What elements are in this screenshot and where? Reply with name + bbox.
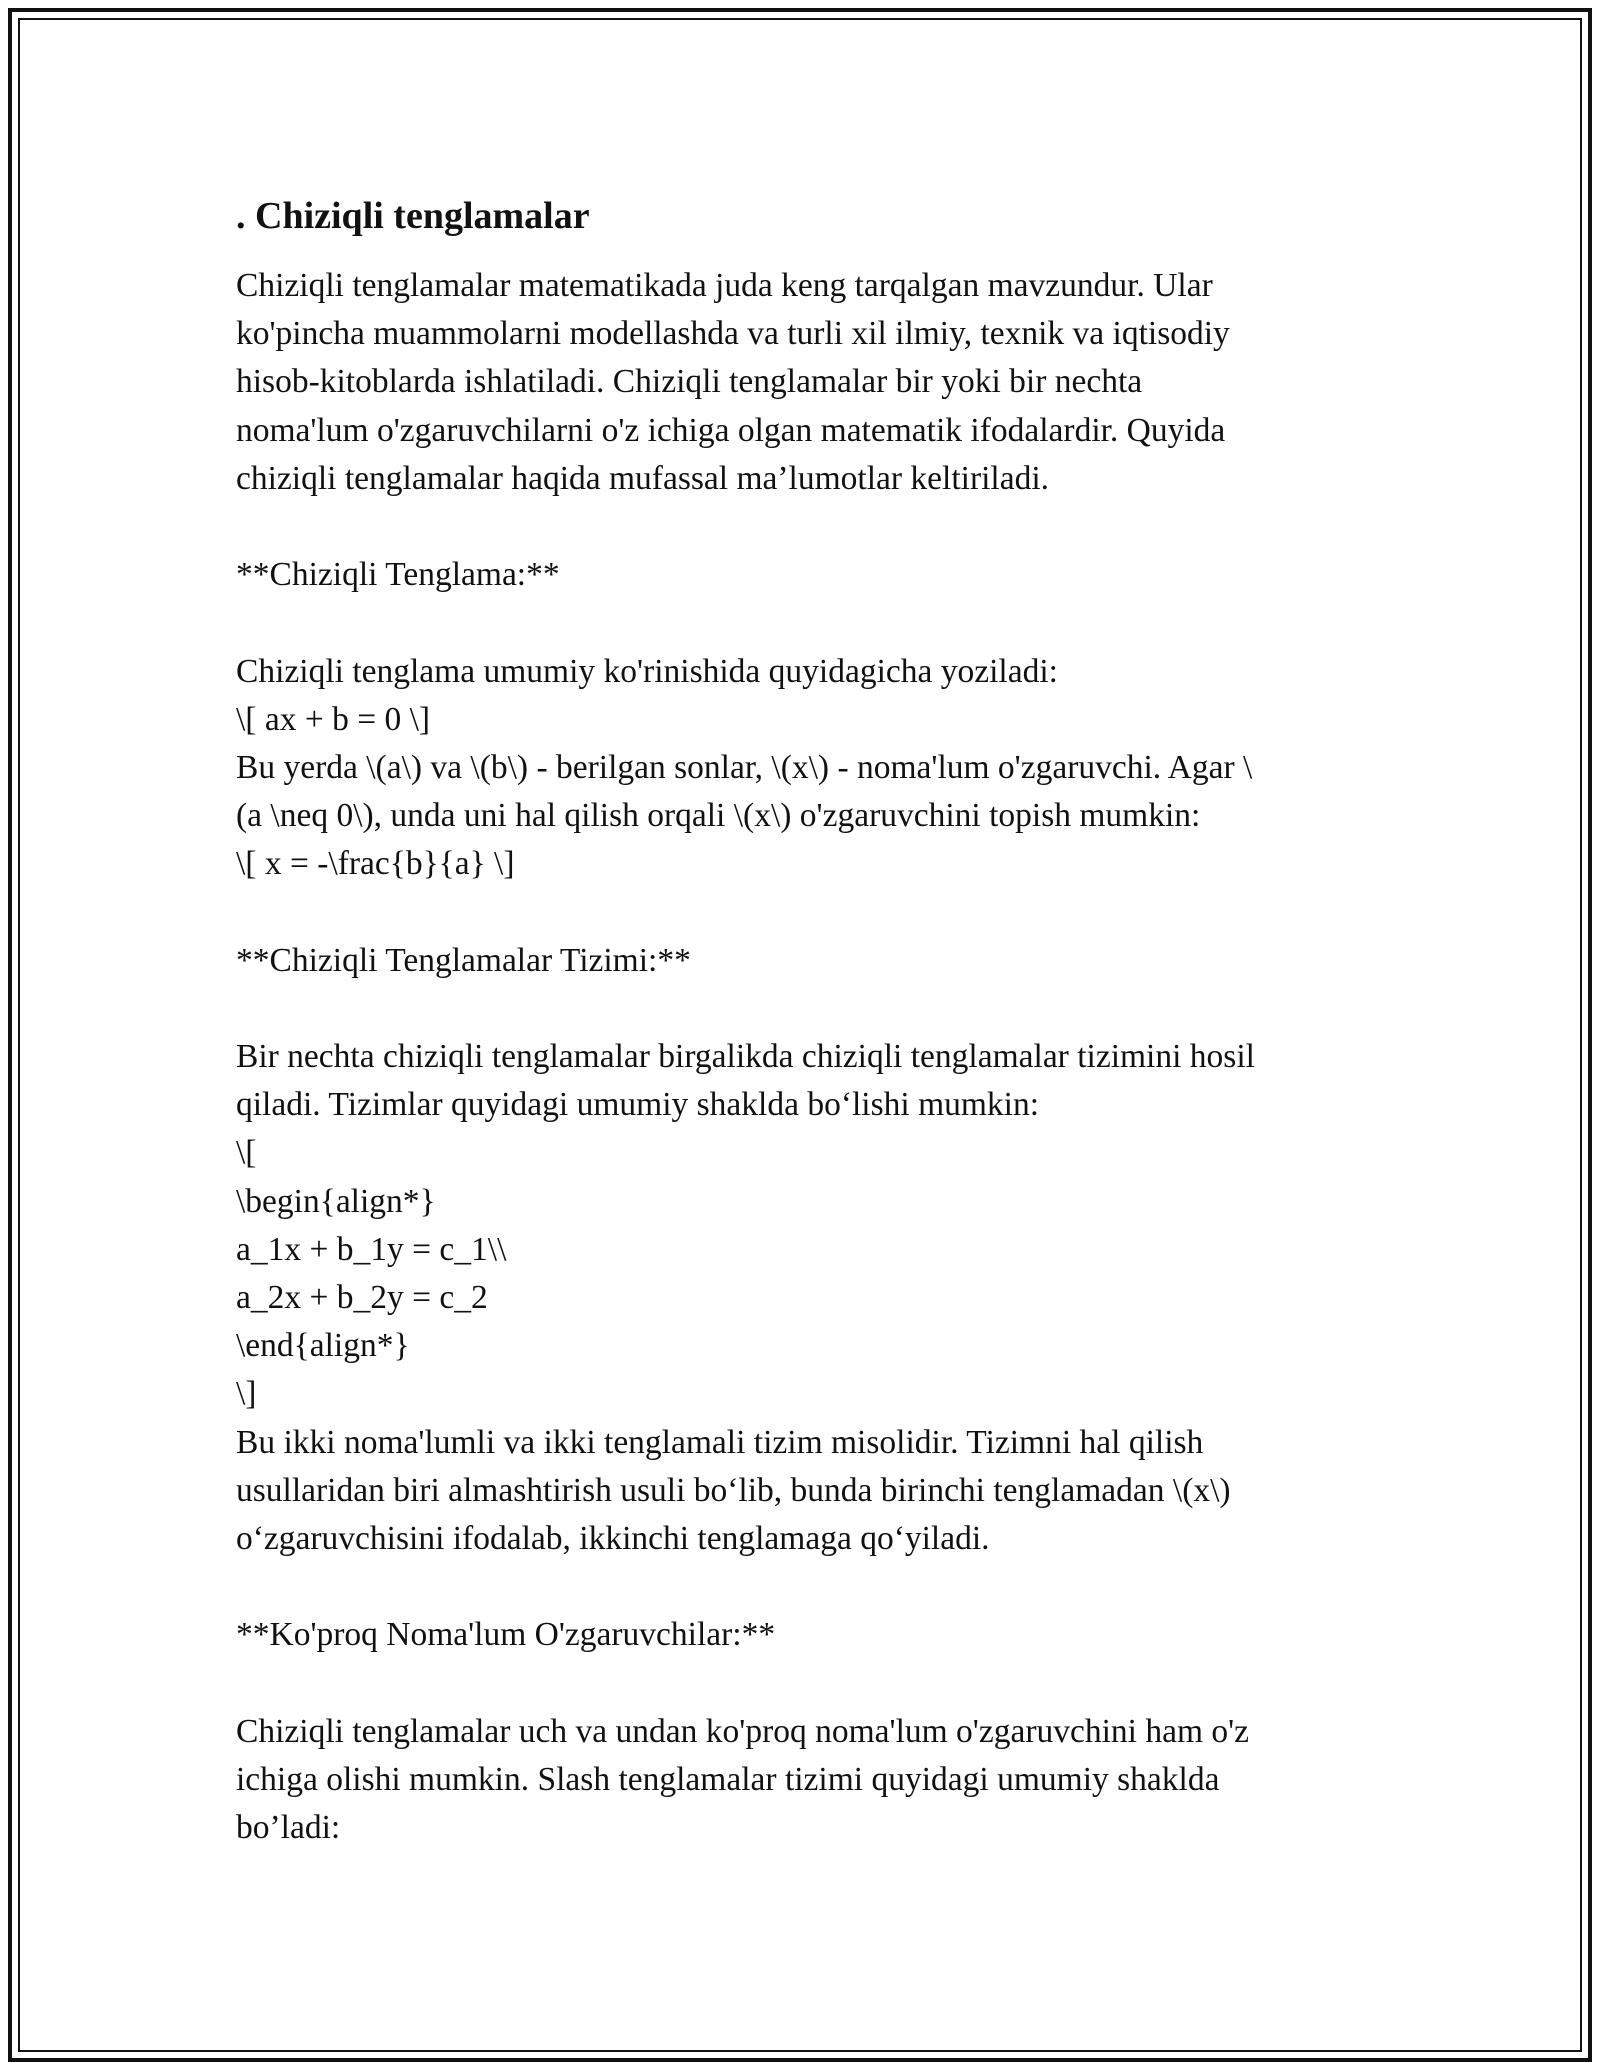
text-line: qiladi. Tizimlar quyidagi umumiy shaklda bo‘lishi mumkin: xyxy=(236,1086,1040,1124)
blank-line xyxy=(236,1563,1356,1611)
formula-line: \end{align*} xyxy=(236,1327,410,1365)
formula-line: \[ x = -\frac{b}{a} \] xyxy=(236,845,515,883)
document-content xyxy=(236,188,1356,1852)
text-line: usullaridan biri almashtirish usuli bo‘lib, bunda birinchi tenglamadan \(x\) xyxy=(236,1471,1231,1509)
text-line: ichiga olishi mumkin. Slash tenglamalar tizimi quyidagi umumiy shaklda xyxy=(236,1760,1220,1798)
text-line: o‘zgaruvchisini ifodalab, ikkinchi tenglamaga qo‘yiladi. xyxy=(236,1519,990,1557)
blank-line xyxy=(236,599,1356,647)
section-title: **Ko'proq Noma'lum O'zgaruvchilar:** xyxy=(236,1616,776,1654)
text-line: (a \neq 0\), unda uni hal qilish orqali \(x\) o'zgaruvchini topish mumkin: xyxy=(236,797,1201,835)
formula-line: \[ xyxy=(236,1134,257,1172)
text-line: noma'lum o'zgaruvchilarni o'z ichiga olgan matematik ifodalardir. Quyida xyxy=(236,411,1226,449)
text-line: Chiziqli tenglama umumiy ko'rinishida quyidagicha yoziladi: xyxy=(236,652,1058,690)
blank-line xyxy=(236,503,1356,551)
formula-line: \begin{align*} xyxy=(236,1182,436,1220)
text-line: ko'pincha muammolarni modellashda va turli xil ilmiy, texnik va iqtisodiy xyxy=(236,315,1230,353)
text-line: Chiziqli tenglamalar matematikada juda keng tarqalgan mavzundur. Ular xyxy=(236,267,1213,304)
formula-line: \] xyxy=(236,1375,257,1413)
section-title: **Chiziqli Tenglama:** xyxy=(236,556,560,594)
formula-line: a_2x + b_2y = c_2 xyxy=(236,1278,488,1316)
text-line: Bu ikki noma'lumli va ikki tenglamali tizim misolidir. Tizimni hal qilish xyxy=(236,1423,1204,1461)
text-line: Bir nechta chiziqli tenglamalar birgalikda chiziqli tenglamalar tizimini hosil xyxy=(236,1038,1255,1075)
text-line: Chiziqli tenglamalar uch va undan ko'proq noma'lum o'zgaruvchini ham o'z xyxy=(236,1712,1250,1750)
text-line: Bu yerda \(a\) va \(b\) - berilgan sonlar, \(x\) - noma'lum o'zgaruvchi. Agar \ xyxy=(236,748,1253,786)
text-line: chiziqli tenglamalar haqida mufassal ma’lumotlar keltiriladi. xyxy=(236,459,1050,497)
blank-line xyxy=(236,985,1356,1033)
formula-line: \[ ax + b = 0 \] xyxy=(236,700,431,738)
section-title: **Chiziqli Tenglamalar Tizimi:** xyxy=(236,941,691,979)
document-body xyxy=(236,262,1356,1852)
formula-line: a_1x + b_1y = c_1\\ xyxy=(236,1230,507,1268)
blank-line xyxy=(236,888,1356,936)
blank-line xyxy=(236,1659,1356,1707)
document-heading: . Chiziqli tenglamalar xyxy=(236,195,590,237)
text-line: hisob-kitoblarda ishlatiladi. Chiziqli tenglamalar bir yoki bir nechta xyxy=(236,363,1143,401)
text-line: bo’ladi: xyxy=(236,1809,341,1846)
